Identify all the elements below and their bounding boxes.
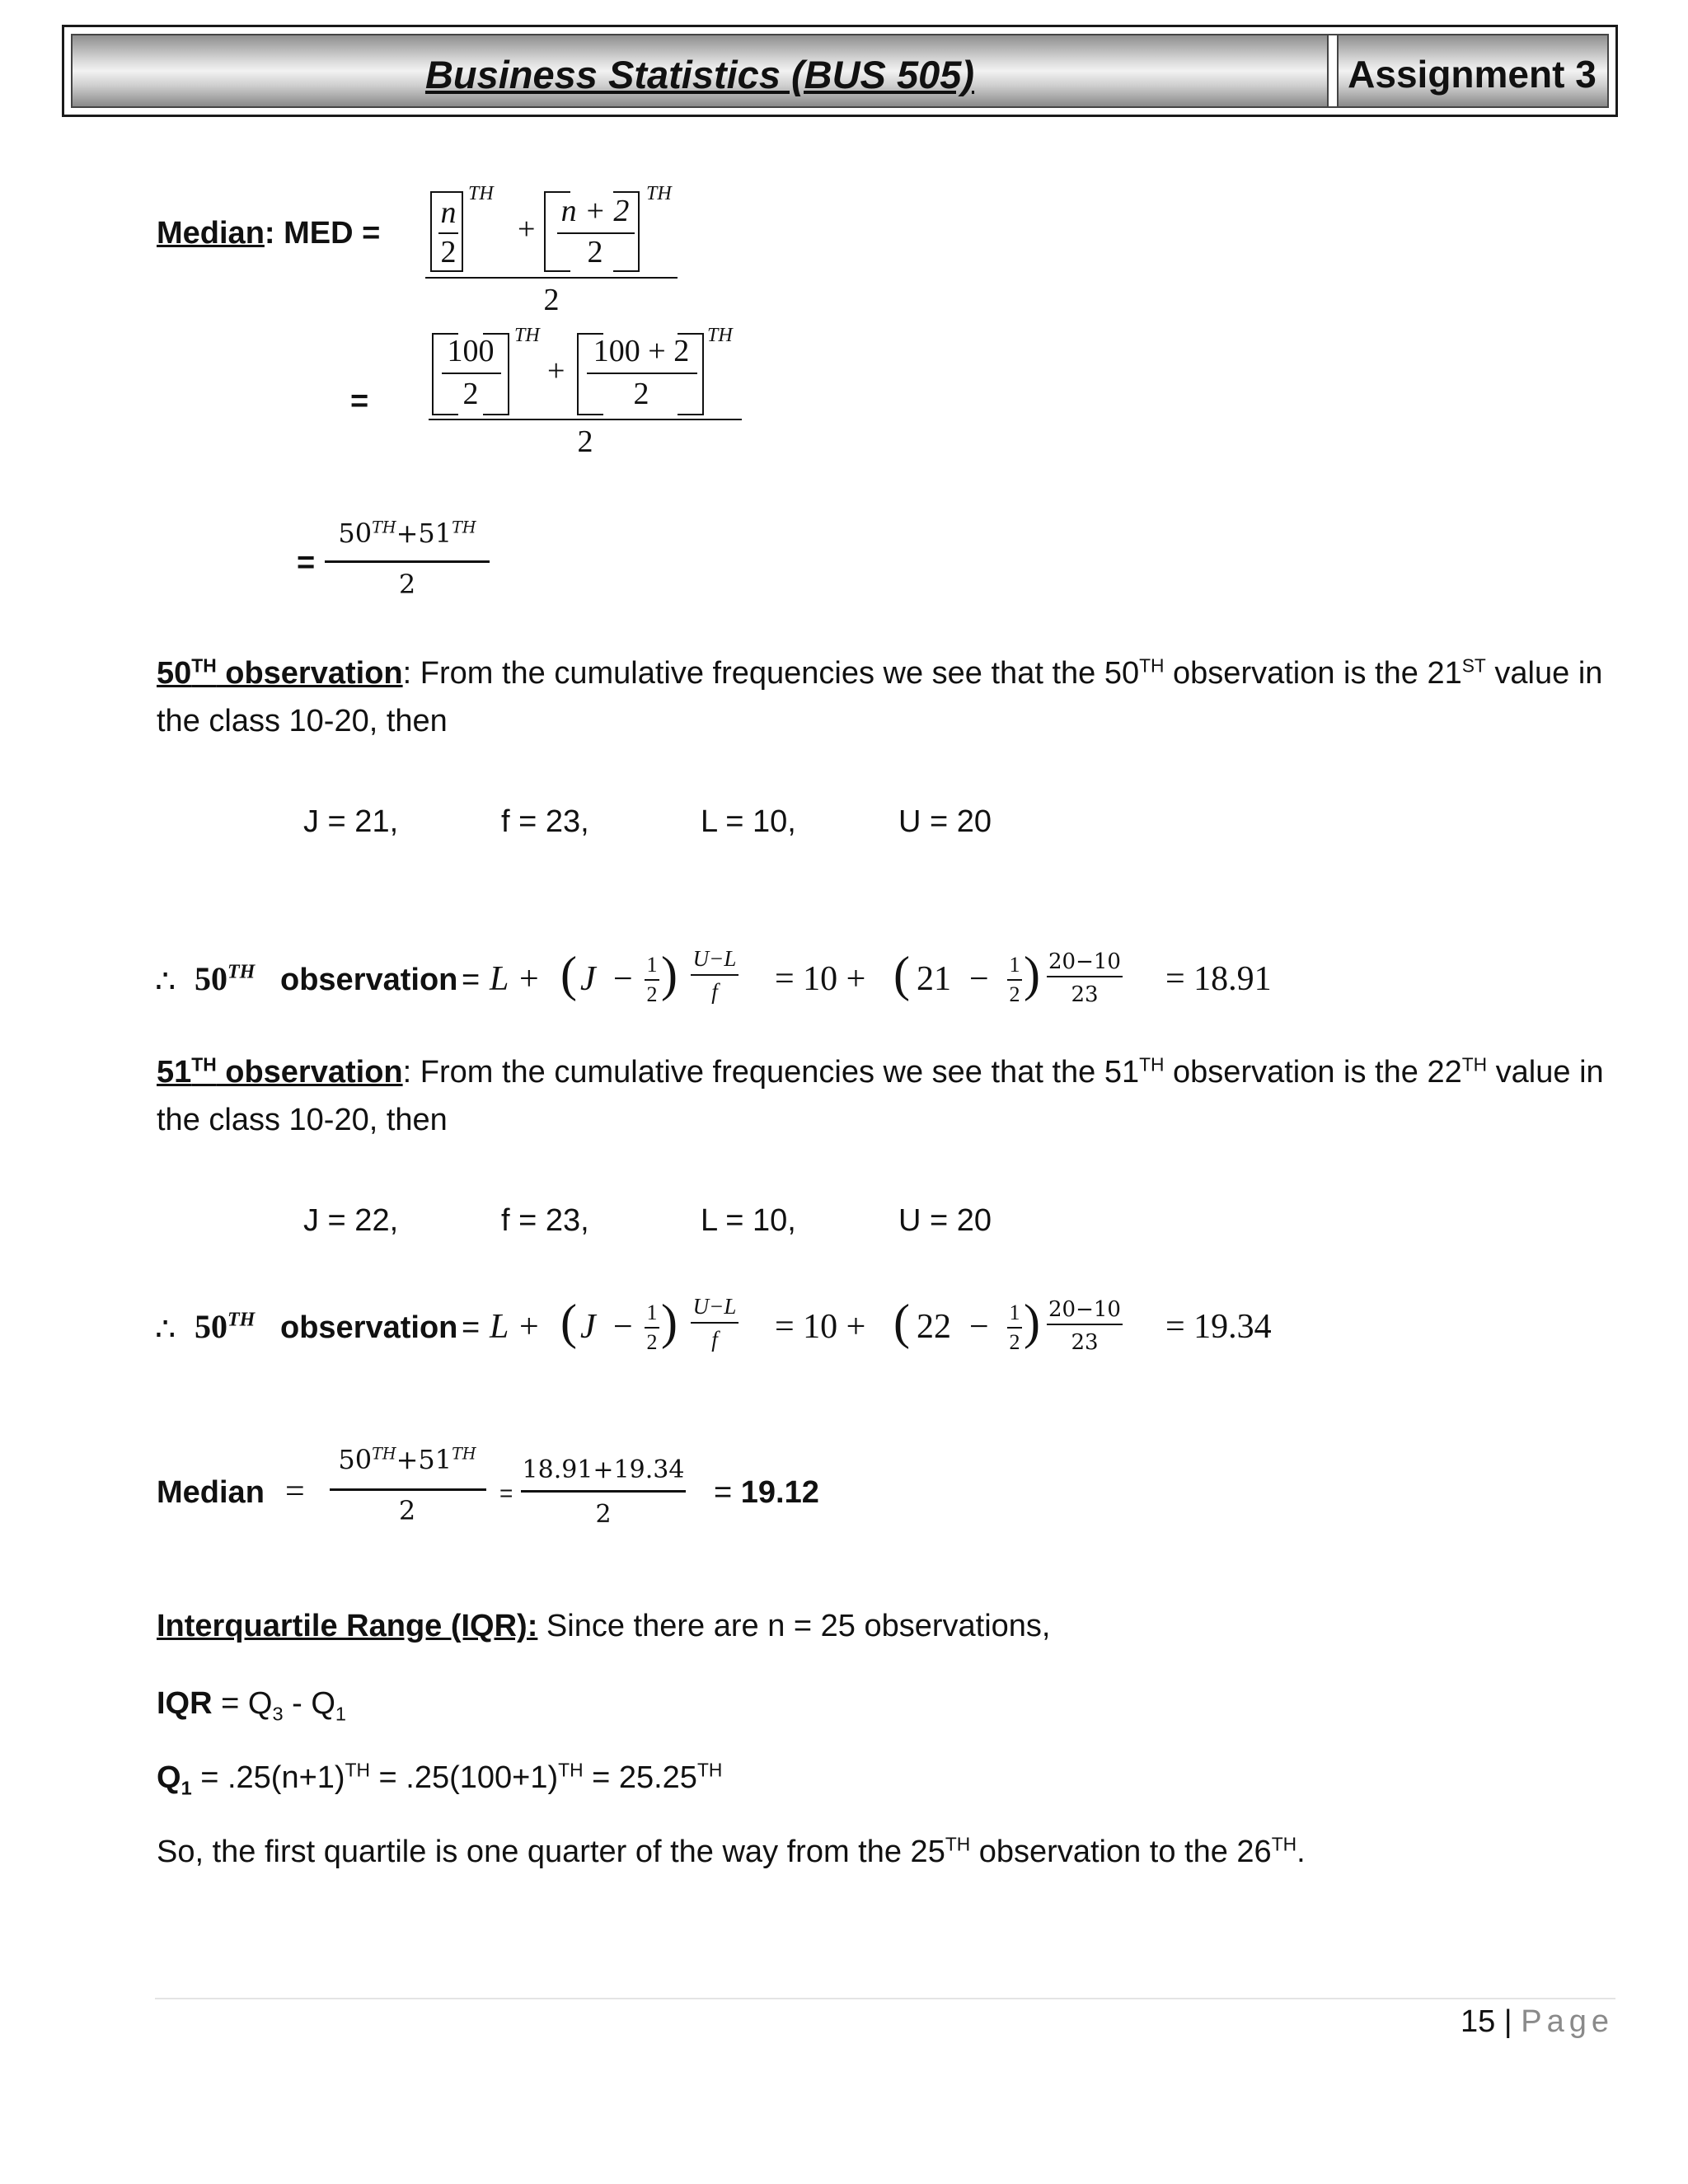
equals-sign: =	[462, 1310, 481, 1345]
half-numerator: 1	[1009, 1301, 1020, 1324]
value-u: U = 20	[898, 1203, 992, 1238]
minus-sign: −	[613, 1308, 633, 1346]
plus-sign: +	[547, 354, 565, 388]
j-value: 21	[917, 960, 951, 998]
plus-sign: +	[519, 960, 539, 998]
close-paren: )	[1024, 947, 1040, 1001]
L-variable: L	[490, 960, 509, 998]
denominator: 2	[633, 377, 649, 411]
numerator: 18.91+19.34	[522, 1455, 685, 1484]
obs50-paragraph-line1: 50TH observation: From the cumulative frequencies we see that the 50TH observation is the 21ST value in	[157, 654, 1603, 691]
fraction-bar	[1047, 976, 1123, 977]
obs51-paragraph-line2: the class 10-20, then	[157, 1103, 448, 1137]
f-denominator: f	[711, 1327, 718, 1352]
plus-sign: +	[519, 1308, 539, 1346]
fraction-bar	[325, 560, 490, 563]
main-denominator: 2	[543, 283, 560, 317]
main-fraction-bar	[429, 419, 742, 420]
half-denominator: 2	[646, 1330, 658, 1354]
iqr-formula: IQR = $Q_3 - Q_1$	[157, 1686, 346, 1725]
main-fraction-bar	[425, 277, 678, 279]
J-variable: J	[580, 960, 596, 998]
equals-sign: =	[499, 1480, 513, 1506]
fraction-bar	[330, 1488, 486, 1491]
value-l: L = 10,	[701, 1203, 796, 1238]
observation-label: observation	[280, 963, 458, 997]
denominator: 2	[595, 1500, 612, 1529]
median-value: 19.12	[740, 1475, 819, 1510]
fraction-bar	[691, 974, 738, 976]
fraction-bar	[645, 979, 659, 981]
fraction-bar	[521, 1490, 686, 1493]
header-banner	[71, 34, 1609, 108]
f-denominator: f	[711, 979, 718, 1004]
n-variable: n	[440, 195, 457, 230]
value-f: f = 23,	[501, 804, 589, 839]
q1-formula: $Q_1 = .25(n+1)^{TH} = .25(100+1)^{TH} = 25.25TH$	[157, 1759, 723, 1799]
document-title: Business Statistics (BUS 505)	[424, 53, 975, 96]
equals-ten-plus: = 10 +	[775, 1308, 866, 1346]
th-superscript: TH	[514, 325, 540, 346]
footer-rule	[155, 1998, 1615, 1999]
minus-sign: −	[969, 960, 989, 998]
denominator: 2	[587, 235, 603, 269]
close-paren: )	[1024, 1295, 1040, 1349]
page-number: 15 | Page	[1460, 2004, 1614, 2039]
open-paren: (	[560, 1295, 577, 1349]
half-numerator: 1	[646, 953, 658, 977]
open-paren: (	[893, 947, 910, 1001]
minus-sign: −	[613, 960, 633, 998]
th-superscript: TH	[468, 183, 494, 204]
value-f: f = 23,	[501, 1203, 589, 1238]
median-formula-label: Median: MED =	[157, 216, 381, 251]
value-l: L = 10,	[701, 804, 796, 839]
equals-ten-plus: = 10 +	[775, 960, 866, 998]
equals-sign: =	[350, 384, 369, 419]
fraction-denominator: 23	[1071, 1330, 1099, 1355]
obs51-result: = 19.34	[1165, 1308, 1272, 1346]
n-plus-2: n + 2	[560, 194, 630, 228]
half-numerator: 1	[1009, 953, 1020, 977]
denominator: 2	[440, 235, 457, 269]
L-variable: L	[490, 1308, 509, 1346]
median-label: Median	[157, 1475, 265, 1510]
ul-numerator: U−L	[692, 946, 737, 971]
therefore-symbol: ∴	[155, 1311, 176, 1347]
fraction-bar	[1047, 1324, 1123, 1325]
denominator: 2	[462, 377, 479, 411]
th-superscript: TH	[646, 183, 672, 204]
hundred: 100	[447, 334, 495, 368]
fraction-bar	[587, 373, 697, 374]
fraction-bar	[691, 1322, 738, 1324]
therefore-symbol: ∴	[155, 963, 176, 1000]
fraction-bar	[1007, 1327, 1022, 1329]
obs50-paragraph-line2: the class 10-20, then	[157, 704, 448, 738]
q1-explanation: So, the first quartile is one quarter of the way from the 25TH observation to the 26TH.	[157, 1833, 1306, 1869]
ul-numerator: U−L	[692, 1294, 737, 1319]
denominator: 2	[398, 569, 416, 600]
fraction-bar	[442, 373, 501, 374]
minus-sign: −	[969, 1308, 989, 1346]
open-paren: (	[893, 1295, 910, 1349]
fraction-bar	[645, 1327, 659, 1329]
denominator: 2	[398, 1495, 416, 1526]
obs50-result: = 18.91	[1165, 960, 1272, 998]
fraction-denominator: 23	[1071, 982, 1099, 1007]
main-denominator: 2	[577, 424, 593, 459]
plus-sign: +	[518, 212, 536, 246]
equals-sign: =	[285, 1473, 305, 1511]
fraction-bar	[1007, 979, 1022, 981]
fraction-numerator: 20−10	[1048, 949, 1121, 974]
half-denominator: 2	[646, 982, 658, 1006]
assignment-label: Assignment 3	[1348, 53, 1597, 96]
value-j: J = 21,	[303, 804, 399, 839]
half-numerator: 1	[646, 1301, 658, 1324]
J-variable: J	[580, 1308, 596, 1346]
iqr-heading: Interquartile Range (IQR): Since there are n = 25 observations,	[157, 1609, 1051, 1643]
observation-label: observation	[280, 1310, 458, 1345]
half-denominator: 2	[1009, 1330, 1020, 1354]
equals-sign: =	[297, 546, 316, 580]
equals-sign: =	[462, 963, 481, 997]
close-paren: )	[661, 1295, 678, 1349]
j-value: 22	[917, 1308, 951, 1346]
open-paren: (	[560, 947, 577, 1001]
hundred-plus-2: 100 + 2	[593, 334, 690, 368]
page-header	[62, 25, 1618, 117]
th-superscript: TH	[707, 325, 733, 346]
half-denominator: 2	[1009, 982, 1020, 1006]
value-u: U = 20	[898, 804, 992, 839]
value-j: J = 22,	[303, 1203, 399, 1238]
close-paren: )	[661, 947, 678, 1001]
fraction-numerator: 20−10	[1048, 1297, 1121, 1322]
obs51-paragraph-line1: 51TH observation: From the cumulative frequencies we see that the 51TH observation is the 22TH value in	[157, 1053, 1604, 1090]
